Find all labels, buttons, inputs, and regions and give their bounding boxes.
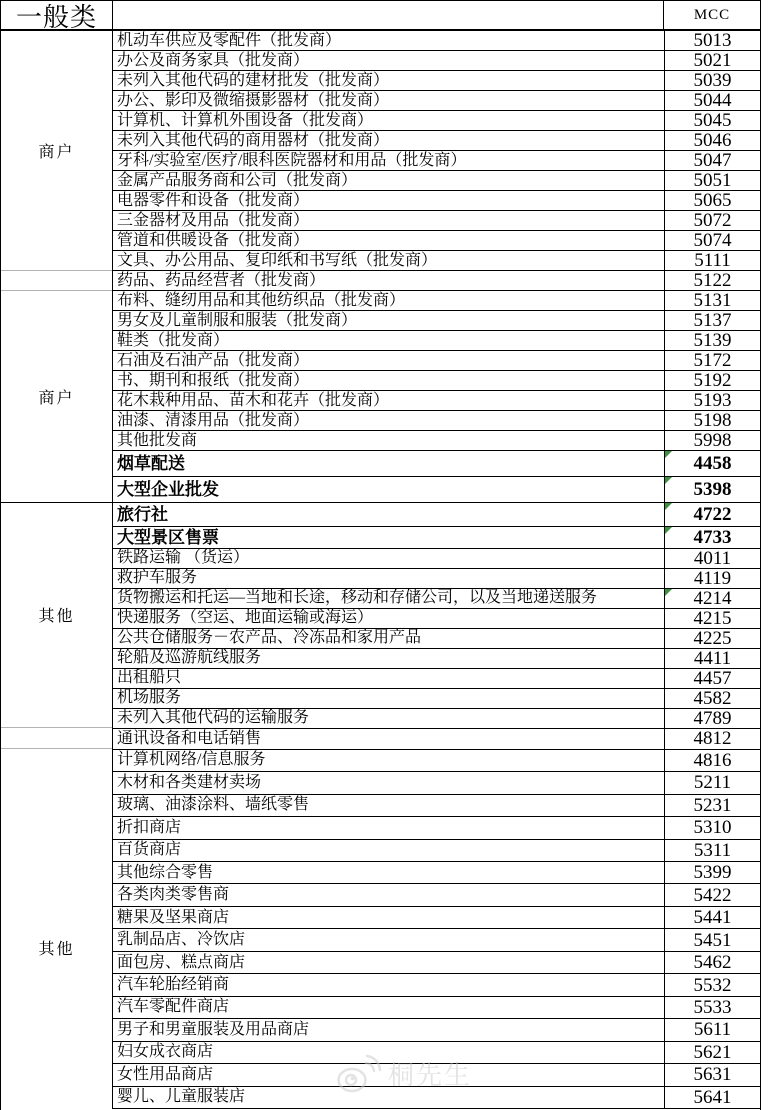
mcc-cell — [665, 211, 760, 230]
mcc-header-cell — [664, 1, 760, 29]
table-row — [113, 729, 760, 750]
mcc-code: 5311 — [693, 839, 732, 861]
mcc-cell — [665, 503, 760, 526]
mcc-code: 5641 — [693, 1086, 732, 1108]
mcc-code: 4215 — [693, 607, 732, 629]
category-group-cell — [1, 728, 112, 749]
merchant-name-cell — [113, 549, 665, 568]
merchant-name-cell — [113, 795, 665, 816]
table-row — [113, 451, 760, 477]
merchant-name: 书、期刊和报纸（批发商） — [117, 371, 310, 389]
mcc-code: 4214 — [693, 587, 732, 609]
merchant-name-cell — [113, 271, 665, 290]
merchant-name: 未列入其他代码的建材批发（批发商） — [117, 71, 390, 89]
merchant-name: 管道和供暖设备（批发商） — [117, 231, 310, 249]
table-row — [113, 91, 760, 111]
merchant-name: 烟草配送 — [117, 453, 185, 473]
mcc-cell — [665, 351, 760, 370]
category-group-cell — [1, 271, 112, 291]
merchant-name: 婴儿、儿童服装店 — [117, 1088, 246, 1106]
merchant-name-cell — [113, 1064, 665, 1085]
mcc-code: 5111 — [694, 250, 731, 271]
merchant-name: 百货商店 — [117, 841, 182, 859]
merchant-name-cell — [113, 1042, 665, 1063]
mcc-code: 5399 — [693, 862, 732, 884]
merchant-name-cell — [113, 907, 665, 928]
green-corner-flag-icon — [665, 527, 672, 534]
mcc-code: 5065 — [693, 190, 732, 211]
merchant-name: 机场服务 — [117, 689, 182, 707]
table-row — [113, 1019, 760, 1041]
merchant-name: 救护车服务 — [117, 569, 198, 587]
mcc-cell — [665, 629, 760, 648]
merchant-name: 木材和各类建材卖场 — [117, 773, 262, 791]
category-header-label: 一般类 — [15, 2, 97, 32]
merchant-name: 金属产品服务商和公司（批发商） — [117, 171, 358, 189]
merchant-name-cell — [113, 91, 665, 110]
table-row — [113, 974, 760, 996]
merchant-name: 出租船只 — [117, 669, 182, 687]
merchant-name: 计算机、计算机外围设备（批发商） — [117, 111, 374, 129]
category-group-cell — [1, 31, 112, 271]
mcc-cell — [665, 649, 760, 668]
table-row — [113, 171, 760, 191]
mcc-code: 5532 — [693, 974, 732, 996]
merchant-name: 男女及儿童制服和服装（批发商） — [117, 311, 358, 329]
merchant-name-cell — [113, 231, 665, 250]
merchant-name: 办公、影印及微缩摄影器材（批发商） — [117, 91, 390, 109]
mcc-code: 5451 — [693, 929, 732, 951]
merchant-name-cell — [113, 431, 665, 450]
table-row — [113, 51, 760, 71]
table-row — [113, 351, 760, 371]
merchant-name-cell — [113, 503, 665, 526]
merchant-name: 其他批发商 — [117, 431, 198, 449]
mcc-cell — [665, 569, 760, 588]
mcc-cell — [665, 1087, 760, 1108]
merchant-name-cell — [113, 709, 665, 728]
merchant-name: 电器零件和设备（批发商） — [117, 191, 310, 209]
mcc-cell — [665, 997, 760, 1018]
mcc-cell — [665, 952, 760, 973]
merchant-name-cell — [113, 609, 665, 628]
table-row — [113, 291, 760, 311]
table-row — [113, 840, 760, 862]
merchant-name-cell — [113, 351, 665, 370]
mcc-code: 5122 — [693, 270, 732, 291]
mcc-code: 5310 — [693, 817, 732, 839]
table-row — [113, 391, 760, 411]
mcc-cell — [665, 907, 760, 928]
mcc-cell — [665, 151, 760, 170]
merchant-name: 未列入其他代码的商用器材（批发商） — [117, 131, 390, 149]
mcc-code: 5422 — [693, 884, 732, 906]
table-row — [113, 311, 760, 331]
merchant-name: 未列入其他代码的运输服务 — [117, 709, 310, 727]
merchant-name-cell — [113, 31, 665, 50]
mcc-cell — [665, 689, 760, 708]
merchant-name: 汽车零配件商店 — [117, 998, 230, 1016]
mcc-code: 5172 — [693, 350, 732, 371]
merchant-name: 鞋类（批发商） — [117, 331, 230, 349]
merchant-name-cell — [113, 1019, 665, 1040]
merchant-name-cell — [113, 527, 665, 548]
merchant-name: 机动车供应及零配件（批发商） — [117, 31, 342, 49]
mcc-cell — [665, 929, 760, 950]
mcc-cell — [665, 451, 760, 476]
table-row — [113, 817, 760, 839]
mcc-cell — [665, 51, 760, 70]
mcc-code: 5046 — [693, 130, 732, 151]
merchant-name-cell — [113, 772, 665, 793]
merchant-name-cell — [113, 151, 665, 170]
mcc-code: 5621 — [693, 1041, 732, 1063]
mcc-code: 5462 — [693, 952, 732, 974]
merchant-name-cell — [113, 589, 665, 608]
mcc-cell — [665, 271, 760, 290]
mcc-cell — [665, 331, 760, 350]
merchant-name: 文具、办公用品、复印纸和书写纸（批发商） — [117, 251, 438, 269]
merchant-name-cell — [113, 569, 665, 588]
merchant-name: 货物搬运和托运—当地和长途，移动和存储公司，以及当地递送服务 — [117, 589, 598, 607]
table-row — [113, 211, 760, 231]
category-column — [1, 31, 113, 1109]
mcc-cell — [665, 840, 760, 861]
merchant-name-cell — [113, 111, 665, 130]
table-row — [113, 251, 760, 271]
watermark-text: 桐先生 — [388, 1059, 473, 1090]
mcc-code: 5998 — [693, 430, 732, 451]
mcc-code: 5051 — [693, 170, 732, 191]
mcc-cell — [665, 729, 760, 749]
merchant-name-cell — [113, 391, 665, 410]
mcc-code: 5441 — [693, 907, 732, 929]
merchant-name-cell — [113, 71, 665, 90]
mcc-code: 5192 — [693, 370, 732, 391]
category-header-cell — [1, 1, 113, 32]
category-group-cell — [1, 291, 112, 503]
description-header-cell — [113, 1, 664, 29]
category-group-cell — [1, 503, 112, 729]
merchant-name: 各类肉类零售商 — [117, 886, 230, 904]
merchant-name: 大型景区售票 — [117, 527, 219, 547]
merchant-name: 面包房、糕点商店 — [117, 953, 246, 971]
mcc-code: 5137 — [693, 310, 732, 331]
table-row — [113, 907, 760, 929]
mcc-code: 5193 — [693, 390, 732, 411]
table-row — [113, 1064, 760, 1086]
mcc-cell — [665, 549, 760, 568]
table-row — [113, 649, 760, 669]
mcc-code: 4458 — [693, 452, 732, 474]
mcc-code: 5398 — [693, 478, 732, 500]
mcc-cell — [665, 669, 760, 688]
merchant-name: 办公及商务家具（批发商） — [117, 51, 310, 69]
mcc-code: 5198 — [693, 410, 732, 431]
merchant-name: 布料、缝纫用品和其他纺织品（批发商） — [117, 291, 406, 309]
mcc-cell — [665, 609, 760, 628]
mcc-code: 4011 — [693, 547, 732, 569]
mcc-code: 4733 — [693, 526, 732, 548]
mcc-cell — [665, 291, 760, 310]
merchant-name-cell — [113, 952, 665, 973]
merchant-name-cell — [113, 689, 665, 708]
rows-column — [113, 31, 760, 1109]
merchant-name: 其他综合零售 — [117, 863, 214, 881]
merchant-name: 旅行社 — [117, 504, 168, 524]
merchant-name-cell — [113, 729, 665, 749]
mcc-cell — [665, 527, 760, 548]
table-row — [113, 629, 760, 649]
merchant-name-cell — [113, 997, 665, 1018]
mcc-code: 4225 — [693, 627, 732, 649]
merchant-name-cell — [113, 929, 665, 950]
merchant-name: 花木栽种用品、苗木和花卉（批发商） — [117, 391, 390, 409]
merchant-name-cell — [113, 171, 665, 190]
mcc-cell — [665, 589, 760, 608]
mcc-cell — [665, 71, 760, 90]
mcc-code: 5231 — [693, 794, 732, 816]
table-row — [113, 772, 760, 794]
table-row — [113, 527, 760, 549]
mcc-cell — [665, 1019, 760, 1040]
merchant-name-cell — [113, 629, 665, 648]
table-row — [113, 795, 760, 817]
merchant-name-cell — [113, 1087, 665, 1108]
merchant-name: 玻璃、油漆涂料、墙纸零售 — [117, 796, 310, 814]
mcc-code: 4411 — [693, 647, 732, 669]
merchant-name-cell — [113, 974, 665, 995]
merchant-name-cell — [113, 884, 665, 905]
merchant-name: 妇女成衣商店 — [117, 1043, 214, 1061]
table-row — [113, 131, 760, 151]
green-corner-flag-icon — [665, 451, 672, 458]
mcc-cell — [665, 391, 760, 410]
merchant-name-cell — [113, 862, 665, 883]
mcc-cell — [665, 1042, 760, 1063]
table-row — [113, 862, 760, 884]
mcc-code: 4119 — [693, 567, 732, 589]
mcc-code: 5611 — [693, 1019, 732, 1041]
mcc-cell — [665, 1064, 760, 1085]
category-group-cell — [1, 749, 112, 1109]
table-row — [113, 569, 760, 589]
green-corner-flag-icon — [665, 589, 672, 596]
table-row — [113, 669, 760, 689]
mcc-code: 5013 — [693, 30, 732, 51]
mcc-cell — [665, 171, 760, 190]
merchant-name-cell — [113, 669, 665, 688]
mcc-code: 5072 — [693, 210, 732, 231]
mcc-cell — [665, 191, 760, 210]
mcc-cell — [665, 31, 760, 50]
table-row — [113, 750, 760, 772]
mcc-cell — [665, 431, 760, 450]
table-row — [113, 929, 760, 951]
merchant-name: 牙科/实验室/医疗/眼科医院器材和用品（批发商） — [117, 151, 467, 169]
mcc-code: 4816 — [693, 749, 732, 771]
table-row — [113, 549, 760, 569]
merchant-name-cell — [113, 251, 665, 270]
mcc-cell — [665, 974, 760, 995]
mcc-cell — [665, 111, 760, 130]
table-row — [113, 1042, 760, 1064]
merchant-name: 通讯设备和电话销售 — [117, 729, 262, 747]
merchant-name: 计算机网络/信息服务 — [117, 751, 266, 769]
table-row — [113, 191, 760, 211]
mcc-code: 5045 — [693, 110, 732, 131]
table-row — [113, 477, 760, 503]
category-label: 商户 — [38, 389, 75, 407]
merchant-name: 药品、药品经营者（批发商） — [117, 271, 326, 289]
mcc-cell — [665, 477, 760, 502]
table-row — [113, 271, 760, 291]
merchant-name-cell — [113, 477, 665, 502]
merchant-name-cell — [113, 311, 665, 330]
mcc-cell — [665, 371, 760, 390]
table-row — [113, 689, 760, 709]
merchant-name: 折扣商店 — [117, 818, 182, 836]
category-label: 其他 — [38, 608, 75, 626]
merchant-name: 铁路运输 （货运） — [117, 549, 250, 567]
mcc-code: 5139 — [693, 330, 732, 351]
merchant-name: 三金器材及用品（批发商） — [117, 211, 310, 229]
merchant-name: 公共仓储服务－农产品、冷冻品和家用产品 — [117, 629, 422, 647]
mcc-cell — [665, 795, 760, 816]
mcc-cell — [665, 131, 760, 150]
merchant-name: 乳制品店、冷饮店 — [117, 931, 246, 949]
mcc-code: 4722 — [693, 503, 732, 525]
table-row — [113, 709, 760, 729]
mcc-code: 5631 — [693, 1064, 732, 1086]
table-row — [113, 609, 760, 629]
mcc-cell — [665, 817, 760, 838]
merchant-name-cell — [113, 211, 665, 230]
mcc-cell — [665, 750, 760, 771]
mcc-code: 5044 — [693, 90, 732, 111]
table-row — [113, 503, 760, 527]
mcc-code: 5211 — [693, 772, 732, 794]
mcc-cell — [665, 772, 760, 793]
mcc-cell — [665, 411, 760, 430]
green-corner-flag-icon — [665, 503, 672, 510]
mcc-cell — [665, 884, 760, 905]
merchant-name: 快递服务（空运、地面运输或海运） — [117, 609, 374, 627]
merchant-name: 女性用品商店 — [117, 1065, 214, 1083]
mcc-code: 5074 — [693, 230, 732, 251]
merchant-name-cell — [113, 331, 665, 350]
merchant-name-cell — [113, 451, 665, 476]
merchant-name-cell — [113, 51, 665, 70]
mcc-cell — [665, 709, 760, 728]
table-row — [113, 331, 760, 351]
mcc-cell — [665, 231, 760, 250]
mcc-code: 4812 — [693, 728, 732, 750]
merchant-name-cell — [113, 840, 665, 861]
table-row — [113, 431, 760, 451]
table-row — [113, 31, 760, 51]
table-row — [113, 371, 760, 391]
table-row — [113, 151, 760, 171]
merchant-name: 男子和男童服装及用品商店 — [117, 1020, 310, 1038]
table-row — [113, 71, 760, 91]
merchant-name-cell — [113, 411, 665, 430]
mcc-cell — [665, 251, 760, 270]
mcc-code: 5533 — [693, 996, 732, 1018]
table-row — [113, 111, 760, 131]
table-body — [1, 31, 760, 1109]
merchant-name-cell — [113, 649, 665, 668]
table-row — [113, 997, 760, 1019]
merchant-name-cell — [113, 191, 665, 210]
merchant-name: 轮船及巡游航线服务 — [117, 649, 262, 667]
mcc-code: 5047 — [693, 150, 732, 171]
table-row — [113, 952, 760, 974]
green-corner-flag-icon — [665, 477, 672, 484]
merchant-name-cell — [113, 291, 665, 310]
merchant-name: 汽车轮胎经销商 — [117, 976, 230, 994]
mcc-cell — [665, 91, 760, 110]
mcc-code: 5021 — [693, 50, 732, 71]
mcc-code: 4582 — [693, 687, 732, 709]
mcc-header-label: MCC — [693, 6, 731, 23]
mcc-code: 5039 — [693, 70, 732, 91]
table-header-row — [1, 1, 760, 31]
merchant-name: 石油及石油产品（批发商） — [117, 351, 310, 369]
merchant-name-cell — [113, 131, 665, 150]
table-row — [113, 1087, 760, 1109]
merchant-name-cell — [113, 371, 665, 390]
category-label: 其他 — [38, 940, 75, 958]
mcc-cell — [665, 311, 760, 330]
mcc-code: 4457 — [693, 667, 732, 689]
merchant-name: 油漆、清漆用品（批发商） — [117, 411, 310, 429]
mcc-code: 5131 — [693, 290, 732, 311]
table-row — [113, 231, 760, 251]
category-label: 商户 — [38, 143, 75, 161]
mcc-cell — [665, 862, 760, 883]
table-row — [113, 589, 760, 609]
merchant-name-cell — [113, 750, 665, 771]
merchant-name: 糖果及坚果商店 — [117, 908, 230, 926]
mcc-code: 4789 — [693, 707, 732, 729]
merchant-name-cell — [113, 817, 665, 838]
table-row — [113, 411, 760, 431]
table-row — [113, 884, 760, 906]
merchant-name: 大型企业批发 — [117, 479, 219, 499]
